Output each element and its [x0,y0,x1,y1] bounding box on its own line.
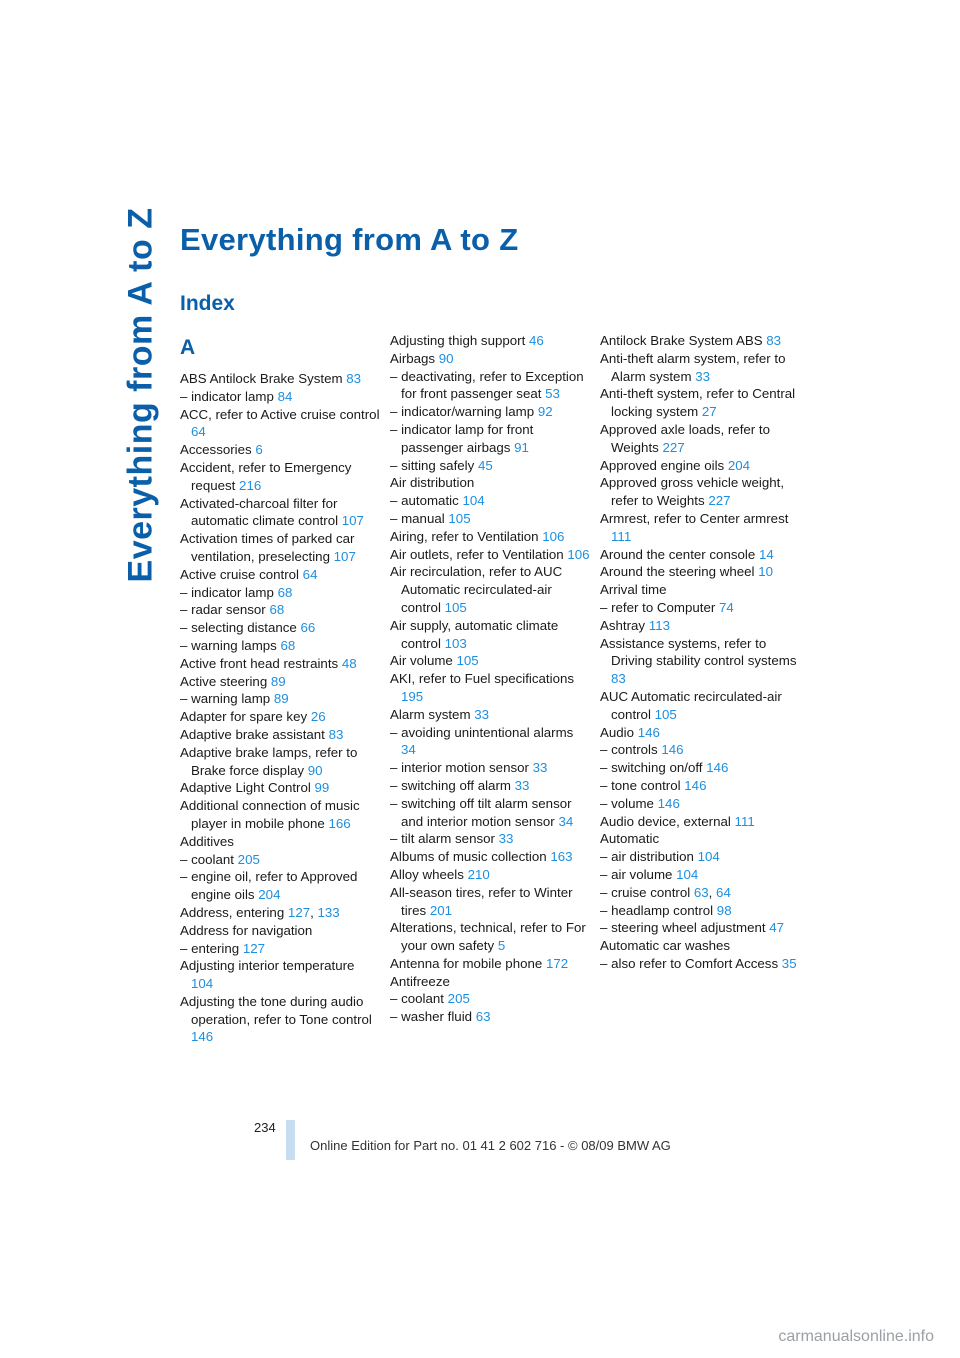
index-entry [390,617,590,653]
index-entry-text: Address for navigation [180,922,313,938]
index-entry [390,866,590,884]
index-entry-text: Air volume [390,653,457,669]
index-entry-text: Alarm system [390,706,475,722]
index-entry [600,813,800,831]
index-entry [180,690,380,708]
index-entry-text: Assistance systems, refer to Driving stability control systems [600,635,797,669]
index-entry-text: – coolant [390,991,448,1007]
page-title: Everything from A to Z [180,222,519,257]
index-entry-text: – tone control [600,777,685,793]
index-entry-text: – avoiding unintentional alarms [390,724,574,740]
index-entry-text: Adaptive Light Control [180,780,315,796]
index-entry-text: Arrival time [600,582,667,598]
index-entry [180,779,380,797]
index-entry [180,584,380,602]
page-ref-link[interactable]: 146 [706,760,729,776]
page-ref-link[interactable]: 45 [477,457,493,473]
index-entry [390,973,590,991]
index-entry [600,385,800,421]
index-entry [390,528,590,546]
index-entry [180,708,380,726]
index-entry [390,1008,590,1026]
page-ref-link[interactable]: 104 [462,493,485,509]
page-ref-link[interactable]: 83 [766,333,782,348]
page-ref-link[interactable]: 64 [191,424,206,440]
index-entry-text: Address, entering [180,904,288,920]
index-entry-text: – switching off alarm [390,777,515,793]
page-ref-link[interactable]: 113 [648,617,670,633]
page-ref-link[interactable]: 68 [269,602,285,618]
index-entry-text: Additional connection of music player in mobile phone [180,798,360,831]
index-entry-text: Accident, refer to Emergency request [180,459,352,493]
index-entry [180,673,380,691]
page-ref-link[interactable]: 105 [448,510,471,526]
index-entry-text: Antifreeze [390,973,450,989]
page-ref-link[interactable]: 146 [191,1029,214,1045]
index-entry [600,866,800,884]
page-ref-link[interactable]: 105 [654,706,677,722]
index-entry-text: Additives [180,833,234,849]
index-letter: A [180,336,196,359]
index-entry-text: – volume [600,795,658,811]
index-entry [180,619,380,637]
index-entry-text: Adjusting thigh support [390,333,529,348]
page-ref-link[interactable]: 227 [662,439,685,455]
index-entry [390,350,590,368]
page-ref-link[interactable]: 33 [498,831,514,847]
index-entry-text: Alloy wheels [390,866,468,882]
page-ref-link[interactable]: 91 [514,439,529,455]
index-entry [600,955,800,973]
page-ref-separator: , [708,884,717,900]
index-entry-text: – selecting distance [180,620,301,636]
page-ref-link[interactable]: 34 [401,742,416,758]
page-ref-link[interactable]: 105 [444,599,467,615]
index-column-2 [390,332,590,1026]
index-entry [180,459,380,495]
page-ref-link[interactable]: 104 [191,976,214,992]
index-entry-text: Active front head restraints [180,655,342,671]
page-ref-link[interactable]: 33 [514,777,530,793]
index-entry-text: – warning lamp [180,691,274,707]
index-entry-text: – refer to Computer [600,599,719,615]
index-entry [390,990,590,1008]
footer-text: Online Edition for Part no. 01 41 2 602 716 - © 08/09 BMW AG [310,1138,671,1153]
index-entry-text: – indicator lamp for front passenger airbags [390,421,534,455]
index-entry [390,670,590,706]
index-entry [180,993,380,1046]
page-ref-link[interactable]: 163 [550,849,573,865]
page-ref-link[interactable]: 26 [310,709,326,725]
page-ref-link[interactable]: 83 [328,726,344,742]
index-entry-text: – sitting safely [390,457,478,473]
index-entry-text: Adjusting the tone during audio operation, refer to Tone control [180,993,372,1027]
index-entry [390,403,590,421]
index-entry [180,406,380,442]
page-ref-link[interactable]: 35 [781,955,797,971]
index-entry [390,884,590,920]
index-entry-text: ACC, refer to Active cruise control [180,406,380,422]
index-entry [600,350,800,386]
page-ref-link[interactable]: 89 [270,673,286,689]
index-entry [600,617,800,635]
index-entry [600,457,800,475]
index-entry [600,902,800,920]
page-ref-link[interactable]: 84 [277,388,293,404]
index-entry-text: Accessories [180,442,256,458]
index-entry [390,652,590,670]
index-entry-text: – tilt alarm sensor [390,831,499,847]
page-ref-link[interactable]: 90 [438,350,454,366]
side-tab-label: Everything from A to Z [121,207,160,583]
index-entry [600,741,800,759]
index-entry-text: – interior motion sensor [390,760,533,776]
index-entry-text: AUC Automatic recirculated-air control [600,688,782,722]
index-entry-text: – radar sensor [180,602,270,618]
index-entry [390,830,590,848]
page-ref-link[interactable]: 146 [657,795,680,811]
page-ref-link[interactable]: 89 [273,691,289,707]
index-entry-text: – also refer to Comfort Access [600,955,782,971]
page-ref-link[interactable]: 68 [280,637,296,653]
page-ref-link[interactable]: 166 [328,815,351,831]
index-entry [180,637,380,655]
index-entry [180,797,380,833]
page-ref-link[interactable]: 146 [684,777,707,793]
page-ref-link[interactable]: 46 [528,333,544,348]
index-entry-text: Air outlets, refer to Ventilation [390,546,568,562]
index-entry [600,510,800,546]
index-entry [600,759,800,777]
index-entry-text: Anti-theft system, refer to Central locking system [600,386,796,420]
index-entry-text: – headlamp control [600,902,717,918]
index-entry-text: – automatic [390,493,463,509]
index-column-3 [600,332,800,973]
page-ref-link[interactable]: 107 [333,548,356,564]
index-entry-text: Ashtray [600,617,649,633]
page-ref-link[interactable]: 10 [758,564,773,580]
index-entry-text: – cruise control [600,884,694,900]
page-ref-link[interactable]: 64 [716,884,731,900]
page-ref-link[interactable]: 99 [314,780,330,796]
index-entry [390,777,590,795]
page-ref-link[interactable]: 48 [341,655,357,671]
index-entry [390,724,590,760]
index-entry-text: – air volume [600,866,677,882]
index-entry-text: Approved gross vehicle weight, refer to Weights [600,475,785,509]
index-column-1 [180,332,380,1046]
index-entry-text: Albums of music collection [390,849,551,865]
page-number: 234 [254,1120,276,1135]
index-entry [600,599,800,617]
page-ref-link[interactable]: 90 [307,762,323,778]
index-entry [180,940,380,958]
page-ref-link[interactable]: 107 [341,513,364,529]
index-entry-text: Adapter for spare key [180,709,311,725]
index-entry [600,688,800,724]
index-entry [600,884,800,902]
index-entry [390,492,590,510]
page-ref-link[interactable]: 6 [255,442,263,458]
page-ref-link[interactable]: 34 [558,813,574,829]
index-entry-text: – switching off tilt alarm sensor and interior motion sensor [390,795,572,829]
page-ref-link[interactable]: 106 [542,528,565,544]
index-entry-text: – manual [390,510,449,526]
index-entry-text: ABS Antilock Brake System [180,371,347,386]
index-entry-text: Active steering [180,673,271,689]
index-entry-text: – warning lamps [180,637,281,653]
page-ref-link[interactable]: 74 [718,599,734,615]
page-ref-link[interactable]: 33 [532,760,548,776]
page-ref-link[interactable]: 205 [447,991,470,1007]
index-entry-text: Approved axle loads, refer to Weights [600,421,771,455]
index-entry [600,546,800,564]
index-entry [180,601,380,619]
index-entry [390,546,590,564]
page-ref-link[interactable]: 64 [302,566,318,582]
index-entry-text: Adjusting interior temperature [180,958,355,974]
index-entry [390,474,590,492]
page-ref-link[interactable]: 68 [277,584,293,600]
index-entry [390,706,590,724]
page-ref-link[interactable]: 172 [545,955,569,971]
index-entry-text: – indicator lamp [180,388,278,404]
page-ref-link[interactable]: 5 [497,938,506,954]
index-entry [600,563,800,581]
index-entry [390,421,590,457]
page-ref-link[interactable]: 204 [727,457,751,473]
index-entry-text: Armrest, refer to Center armrest [600,510,789,526]
index-entry-text: Antilock Brake System ABS [600,333,767,348]
page-ref-link[interactable]: 227 [708,493,731,509]
index-entry [390,795,590,831]
page-ref-link[interactable]: 63 [475,1009,491,1025]
page-ref-link[interactable]: 106 [567,546,590,562]
index-entry-text: Active cruise control [180,566,303,582]
index-entry-text: Audio [600,724,638,740]
side-tab [116,207,166,583]
index-entry [390,919,590,955]
index-entry [600,777,800,795]
index-entry-text: Airbags [390,350,439,366]
index-entry-text: – engine oil, refer to Approved engine oils [180,869,358,903]
index-entry [390,332,590,350]
index-entry [180,833,380,851]
footer-bar [286,1120,295,1160]
index-entry-text: – steering wheel adjustment [600,920,770,936]
index-entry-text: – deactivating, refer to Exception for front passenger seat [390,368,584,402]
page-ref-separator: , [310,904,318,920]
index-entry [390,955,590,973]
page-ref-link[interactable]: 103 [444,635,467,651]
page-ref-link[interactable]: 146 [661,742,684,758]
index-entry [600,332,800,350]
index-entry [600,937,800,955]
index-entry-text: Around the steering wheel [600,564,759,580]
index-entry [180,868,380,904]
watermark: carmanualsonline.info [778,1328,934,1345]
page-ref-link[interactable]: 205 [237,851,260,867]
index-entry-text: Activated-charcoal filter for automatic climate control [180,495,342,529]
index-entry-text: Air recirculation, refer to AUC Automatic recirculated-air control [390,564,563,615]
index-entry [600,848,800,866]
page-ref-link[interactable]: 201 [429,902,453,918]
page-ref-link[interactable]: 104 [676,866,699,882]
index-entry [390,759,590,777]
index-entry-text: Adaptive brake assistant [180,726,329,742]
index-entry [600,919,800,937]
index-entry [180,370,380,388]
index-entry [600,830,800,848]
page-ref-link[interactable]: 146 [637,724,660,740]
page-ref-link[interactable]: 83 [611,671,626,687]
index-entry [390,848,590,866]
index-entry [390,563,590,616]
index-entry-text: – controls [600,742,662,758]
page-ref-link[interactable]: 111 [611,528,632,544]
index-entry-text: – indicator/warning lamp [390,404,538,420]
index-entry-text: – switching on/off [600,760,707,776]
page-ref-link[interactable]: 98 [716,902,732,918]
index-entry [600,474,800,510]
section-title: Index [180,292,235,315]
index-entry [390,510,590,528]
page-ref-link[interactable]: 127 [242,940,266,956]
page-ref-link[interactable]: 216 [239,477,262,493]
page-ref-link[interactable]: 127 [287,904,311,920]
index-entry [180,957,380,993]
page-ref-link[interactable]: 104 [697,849,720,865]
index-entry-text: – air distribution [600,849,698,865]
index-entry-text: Anti-theft alarm system, refer to Alarm system [600,350,786,384]
page-ref-link[interactable]: 83 [346,371,362,386]
page-ref-link[interactable]: 92 [537,404,553,420]
index-entry-text: Automatic car washes [600,938,731,954]
page-ref-link[interactable]: 33 [474,706,490,722]
index-entry [600,421,800,457]
index-entry [180,851,380,869]
page-ref-link[interactable]: 14 [758,546,774,562]
page-ref-link[interactable]: 195 [401,688,424,704]
index-entry [600,795,800,813]
page-ref-link[interactable]: 204 [258,887,281,903]
index-entry [180,904,380,922]
index-entry [180,655,380,673]
page-ref-link[interactable]: 27 [701,404,717,420]
page-ref-link[interactable]: 105 [456,653,479,669]
page-ref-link[interactable]: 210 [467,866,490,882]
index-entry-text: Around the center console [600,546,759,562]
index-entry-text: Automatic [600,831,660,847]
index-entry-text: – coolant [180,851,238,867]
index-entry-text: – entering [180,940,243,956]
page-ref-link[interactable]: 133 [317,904,340,920]
index-entry-text: Airing, refer to Ventilation [390,528,543,544]
index-entry-text: Approved engine oils [600,457,728,473]
index-entry-text: Audio device, external [600,813,735,829]
index-entry [180,566,380,584]
index-entry-text: – washer fluid [390,1009,476,1025]
index-entry-text: AKI, refer to Fuel specifications [390,671,575,687]
page-ref-link[interactable]: 33 [695,368,711,384]
index-entry [600,635,800,688]
page-ref-link[interactable]: 63 [693,884,709,900]
index-entry-text: – indicator lamp [180,584,278,600]
index-entry [390,368,590,404]
index-entry [180,388,380,406]
index-entry-text: Air distribution [390,475,475,491]
index-entry [390,457,590,475]
index-entry [600,724,800,742]
index-entry [180,922,380,940]
page-ref-link[interactable]: 111 [734,813,755,829]
index-entry [600,581,800,599]
index-entry-text: Alterations, technical, refer to For your own safety [390,920,586,954]
page-ref-link[interactable]: 66 [300,620,316,636]
index-entry [180,726,380,744]
index-entry-text: All-season tires, refer to Winter tires [390,884,573,918]
index-entry-text: Antenna for mobile phone [390,955,546,971]
page-ref-link[interactable]: 47 [769,920,785,936]
index-entry [180,744,380,780]
index-entry [180,441,380,459]
index-entry-text: Adaptive brake lamps, refer to Brake force display [180,744,358,778]
index-entry [180,530,380,566]
index-entry [180,495,380,531]
page-ref-link[interactable]: 53 [545,386,560,402]
index-entry-text: Activation times of parked car ventilation, preselecting [180,531,355,564]
index-entry-text: Air supply, automatic climate control [390,617,559,651]
